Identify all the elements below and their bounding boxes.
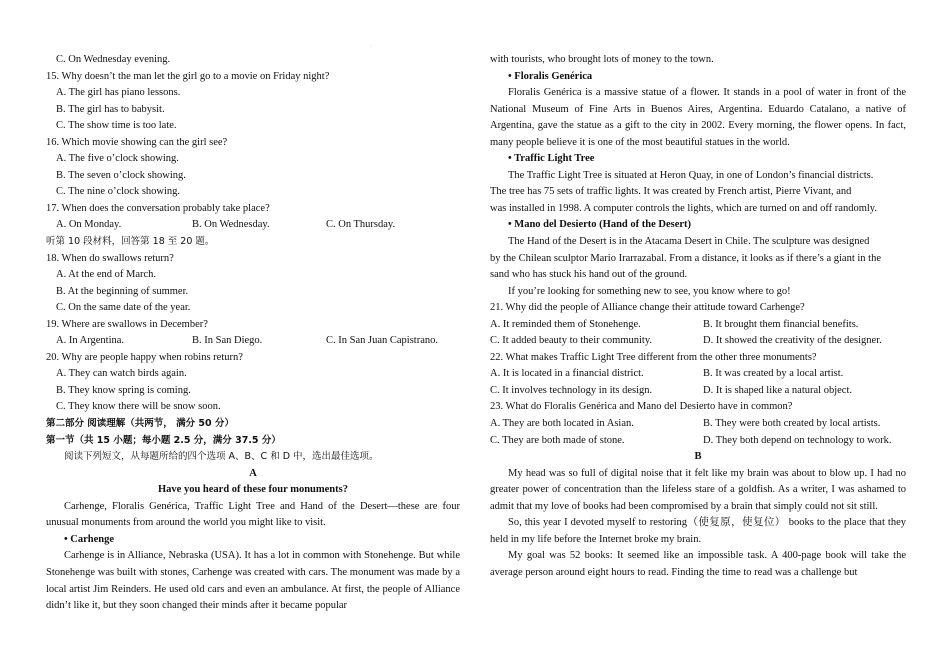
passage-a-intro-text: Carhenge, Floralis Genérica, Traffic Light Tree and Hand of the Desert—these are four unusual monuments from around the world you might like to visit. xyxy=(46,500,460,529)
reading-instruction: 阅读下列短文，从每题所给的四个选项 A、B、C 和 D 中，选出最佳选项。 xyxy=(64,451,379,463)
q20-option-b: B. They know spring is coming. xyxy=(56,384,191,396)
q21-option-b: B. It brought them financial benefits. xyxy=(703,318,859,330)
listening-instruction: 听第 10 段材料，回答第 18 至 20 题。 xyxy=(46,236,215,248)
passage-a-closing: If you’re looking for something new to see, you know where to go! xyxy=(508,285,791,297)
passage-b-text-3: My goal was 52 books: It seemed like an impossible task. A 400-page book will take the average person around eight hours to read. Finding the time to read was a challenge but xyxy=(490,550,906,578)
q23-option-b: B. They were both created by local artists. xyxy=(703,418,881,430)
q18-option-b: B. At the beginning of summer. xyxy=(56,285,189,297)
left-column xyxy=(46,52,460,615)
carhenge-heading: • Carhenge xyxy=(64,533,115,545)
q15-option-c: C. The show time is too late. xyxy=(56,120,177,132)
q20-stem: 20. Why are people happy when robins return? xyxy=(46,351,243,363)
carhenge-paragraph xyxy=(46,548,460,614)
q17-option-b: B. On Wednesday. xyxy=(192,219,270,231)
q19-option-c: C. In San Juan Capistrano. xyxy=(326,335,438,347)
q15-option-a: A. The girl has piano lessons. xyxy=(56,87,181,99)
q23-options-cd xyxy=(490,433,906,450)
carhenge-continued: with tourists, who brought lots of money to the town. xyxy=(490,54,714,65)
floralis-paragraph xyxy=(490,85,906,151)
q23-stem: 23. What do Floralis Genérica and Mano del Desierto have in common? xyxy=(490,401,793,413)
q17-option-c: C. On Thursday. xyxy=(326,219,396,231)
q22-options-cd xyxy=(490,383,906,400)
q14-option-c: C. On Wednesday evening. xyxy=(56,54,171,65)
traffic-line-1: The Traffic Light Tree is situated at Heron Quay, in one of London’s financial districts. xyxy=(508,169,874,181)
q16-option-b: B. The seven o’clock showing. xyxy=(56,169,186,181)
floralis-heading: • Floralis Genérica xyxy=(508,70,593,82)
q21-stem: 21. Why did the people of Alliance change their attitude toward Carhenge? xyxy=(490,302,805,314)
q23-option-d: D. They both depend on technology to work. xyxy=(703,434,892,446)
right-column xyxy=(490,52,906,582)
passage-b-text-2: So, this year I devoted myself to restoring（使复原，使复位） books to the place that they held in my life before the Internet broke my brain. xyxy=(490,517,906,545)
passage-b-paragraph-2 xyxy=(490,515,906,548)
q22-options-ab xyxy=(490,366,906,383)
q18-stem: 18. When do swallows return? xyxy=(46,252,174,264)
q15-stem: 15. Why doesn’t the man let the girl go to a movie on Friday night? xyxy=(46,70,330,82)
q22-option-a: A. It is located in a financial district. xyxy=(490,368,644,380)
q16-stem: 16. Which movie showing can the girl see? xyxy=(46,136,228,148)
q21-option-c: C. It added beauty to their community. xyxy=(490,335,653,347)
q18-option-a: A. At the end of March. xyxy=(56,269,157,281)
q17-stem: 17. When does the conversation probably take place? xyxy=(46,202,270,214)
traffic-line-2: The tree has 75 sets of traffic lights. It was created by French artist, Pierre Vivant, and xyxy=(490,186,852,198)
q18-option-c: C. On the same date of the year. xyxy=(56,302,191,314)
mano-heading: • Mano del Desierto (Hand of the Desert) xyxy=(508,219,692,231)
q21-options-cd xyxy=(490,333,906,350)
q15-option-b: B. The girl has to babysit. xyxy=(56,103,165,115)
passage-b-paragraph-1 xyxy=(490,466,906,516)
traffic-line-3: was installed in 1998. A computer controls the lights, which are turned on and off randomly. xyxy=(490,202,877,214)
q20-option-c: C. They know there will be snow soon. xyxy=(56,401,221,413)
q22-stem: 22. What makes Traffic Light Tree different from the other three monuments? xyxy=(490,351,817,363)
q20-option-a: A. They can watch birds again. xyxy=(56,368,187,380)
passage-a-label: A xyxy=(249,467,257,479)
q19-options xyxy=(46,333,460,350)
q23-options-ab xyxy=(490,416,906,433)
q19-stem: 19. Where are swallows in December? xyxy=(46,318,208,330)
q19-option-b: B. In San Diego. xyxy=(192,335,263,347)
q19-option-a: A. In Argentina. xyxy=(56,335,125,347)
q17-option-a: A. On Monday. xyxy=(56,219,122,231)
q21-options-ab xyxy=(490,317,906,334)
part-two-heading: 第二部分 阅读理解（共两节， 满分 50 分） xyxy=(46,418,234,430)
q16-option-a: A. The five o’clock showing. xyxy=(56,153,179,165)
passage-b-paragraph-3 xyxy=(490,548,906,581)
traffic-light-heading: • Traffic Light Tree xyxy=(508,153,595,165)
q22-option-d: D. It is shaped like a natural object. xyxy=(703,384,852,396)
page-mark: · xyxy=(370,44,372,50)
passage-a-intro xyxy=(46,499,460,532)
q23-option-a: A. They are both located in Asian. xyxy=(490,418,634,430)
carhenge-text: Carhenge is in Alliance, Nebraska (USA). It has a lot in common with Stonehenge. But while Stonehenge was built with stones, Carhenge was created with cars. The monument was made by a local artist Jim Reinders. He used old cars and even an ambulance. At first, the people of Alliance didn’t like it, but they soon changed their minds after it became popular xyxy=(46,550,460,612)
section-one-heading: 第一节（共 15 小题；每小题 2.5 分，满分 37.5 分） xyxy=(46,434,281,446)
q21-option-d: D. It showed the creativity of the designer. xyxy=(703,335,882,347)
q23-option-c: C. They are both made of stone. xyxy=(490,434,625,446)
mano-line-2: by the Chilean sculptor Mario Irarrazabal. From a distance, it looks as if there’s a giant in the xyxy=(490,252,882,264)
mano-line-3: sand who has stuck his hand out of the ground. xyxy=(490,269,688,281)
passage-b-label: B xyxy=(694,451,702,463)
q21-option-a: A. It reminded them of Stonehenge. xyxy=(490,318,641,330)
q22-option-b: B. It was created by a local artist. xyxy=(703,368,844,380)
q16-option-c: C. The nine o’clock showing. xyxy=(56,186,181,198)
passage-b-text-1: My head was so full of digital noise that it felt like my brain was about to blow up. I had no greater power of concentration than the lifeless stare of a goldfish. As a writer, I was ashamed to admit that my love of books had been compromised by a brain that simply could not sit still. xyxy=(490,467,906,512)
q22-option-c: C. It involves technology in its design. xyxy=(490,384,653,396)
q17-options xyxy=(46,217,460,234)
floralis-text: Floralis Genérica is a massive statue of a flower. It stands in a pool of water in front of the National Museum of Fine Arts in Buenos Aires, Argentina. Eduardo Catalano, a native of Argentina, gave the statue as a gift to the city in 2002. Every morning, the flower opens. In fact, many people believe it is one of the most beautiful statues in the world. xyxy=(490,87,906,148)
mano-line-1: The Hand of the Desert is in the Atacama Desert in Chile. The sculpture was designed xyxy=(508,236,870,248)
passage-a-title: Have you heard of these four monuments? xyxy=(158,484,348,496)
